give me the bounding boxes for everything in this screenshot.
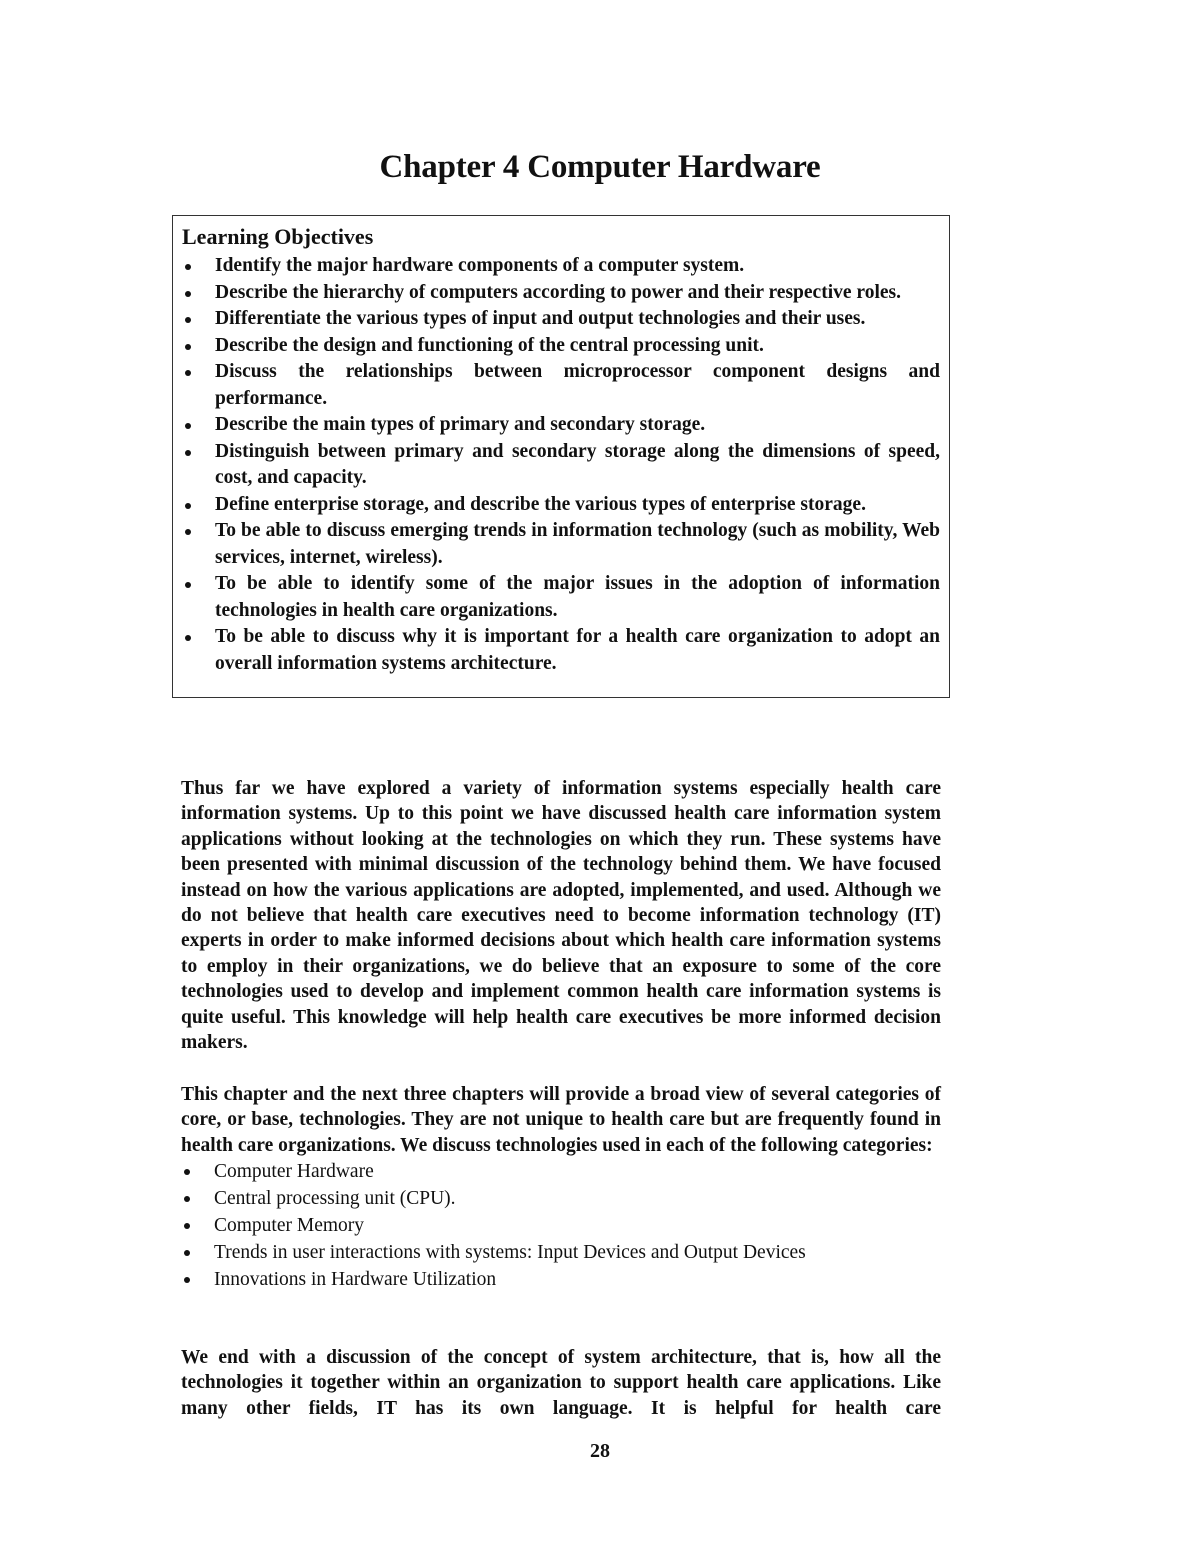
objective-item bbox=[173, 492, 949, 519]
chapter-title: Chapter 4 Computer Hardware bbox=[379, 149, 821, 185]
category-text: Central processing unit (CPU). bbox=[214, 1188, 456, 1210]
category-text: Innovations in Hardware Utilization bbox=[214, 1269, 497, 1291]
objective-item bbox=[173, 571, 949, 624]
objective-item bbox=[173, 624, 949, 677]
body-section-2 bbox=[181, 1082, 941, 1293]
bullet-icon bbox=[185, 291, 191, 297]
category-item bbox=[181, 1266, 941, 1293]
objective-item bbox=[173, 253, 949, 280]
body-paragraph: We end with a discussion of the concept of system architecture, that is, how all the technologies it together within an organization to support health care applications. Like many other fields, IT has its own language. It is helpful for health care bbox=[181, 1347, 941, 1419]
category-item bbox=[181, 1239, 941, 1266]
objective-item bbox=[173, 333, 949, 360]
category-text: Computer Memory bbox=[214, 1215, 365, 1237]
bullet-icon bbox=[185, 529, 191, 535]
bullet-icon bbox=[185, 503, 191, 509]
body-section-3 bbox=[181, 1345, 941, 1421]
category-text: Computer Hardware bbox=[214, 1161, 374, 1183]
bullet-icon bbox=[184, 1250, 190, 1256]
learning-objectives-box bbox=[172, 215, 950, 698]
page-number: 28 bbox=[590, 1440, 610, 1462]
objective-text: Define enterprise storage, and describe the various types of enterprise storage. bbox=[215, 493, 866, 515]
learning-objectives-heading: Learning Objectives bbox=[182, 224, 374, 249]
objective-text: Describe the main types of primary and secondary storage. bbox=[215, 414, 706, 435]
category-item bbox=[181, 1158, 941, 1185]
bullet-icon bbox=[184, 1169, 190, 1175]
body-section-1 bbox=[181, 776, 941, 1055]
categories-list bbox=[181, 1158, 941, 1293]
bullet-icon bbox=[185, 450, 191, 456]
bullet-icon bbox=[185, 423, 191, 429]
bullet-icon bbox=[184, 1277, 190, 1283]
objective-text: To be able to discuss emerging trends in information technology (such as mobility, Web services, internet, wireless). bbox=[215, 520, 940, 568]
learning-objectives-list bbox=[173, 253, 949, 677]
category-item bbox=[181, 1185, 941, 1212]
objective-item bbox=[173, 412, 949, 439]
objective-item bbox=[173, 359, 949, 412]
bullet-icon bbox=[185, 264, 191, 270]
objective-text: To be able to discuss why it is important for a health care organization to adopt an overall information systems architecture. bbox=[215, 626, 940, 674]
objective-item bbox=[173, 439, 949, 492]
objective-text: Differentiate the various types of input and output technologies and their uses. bbox=[215, 308, 866, 329]
category-item bbox=[181, 1212, 941, 1239]
objective-text: Identify the major hardware components of a computer system. bbox=[215, 255, 745, 276]
body-paragraph: Thus far we have explored a variety of information systems especially health care information systems. Up to this point we have discussed health care information system applications without looking at the technologies on which they run. These systems have been presented with minimal discussion of the technology behind them. We have focused instead on how the various applications are adopted, implemented, and used. Although we do not believe that health care executives need to become information technology (IT) experts in order to make informed decisions about which health care information systems to employ in their organizations, we do believe that an exposure to some of the core technologies used to develop and implement common health care information systems is quite useful. This knowledge will help health care executives be more informed decision makers. bbox=[181, 778, 941, 1054]
objective-item bbox=[173, 306, 949, 333]
objective-item bbox=[173, 280, 949, 307]
bullet-icon bbox=[185, 635, 191, 641]
bullet-icon bbox=[184, 1223, 190, 1229]
objective-item bbox=[173, 518, 949, 571]
bullet-icon bbox=[185, 370, 191, 376]
objective-text: Distinguish between primary and secondary storage along the dimensions of speed, cost, and capacity. bbox=[215, 440, 940, 488]
objective-text: Describe the hierarchy of computers according to power and their respective roles. bbox=[215, 281, 901, 303]
bullet-icon bbox=[185, 344, 191, 350]
objective-text: Describe the design and functioning of the central processing unit. bbox=[215, 334, 764, 356]
bullet-icon bbox=[184, 1196, 190, 1202]
objective-text: Discuss the relationships between microprocessor component designs and performance. bbox=[215, 361, 940, 409]
category-text: Trends in user interactions with systems: Input Devices and Output Devices bbox=[214, 1242, 806, 1264]
objective-text: To be able to identify some of the major issues in the adoption of information technologies in health care organizations. bbox=[215, 573, 940, 621]
body-paragraph: This chapter and the next three chapters will provide a broad view of several categories of core, or base, technologies. They are not unique to health care but are frequently found in health care organizations. We discuss technologies used in each of the following categories: bbox=[181, 1084, 941, 1156]
bullet-icon bbox=[185, 317, 191, 323]
bullet-icon bbox=[185, 582, 191, 588]
